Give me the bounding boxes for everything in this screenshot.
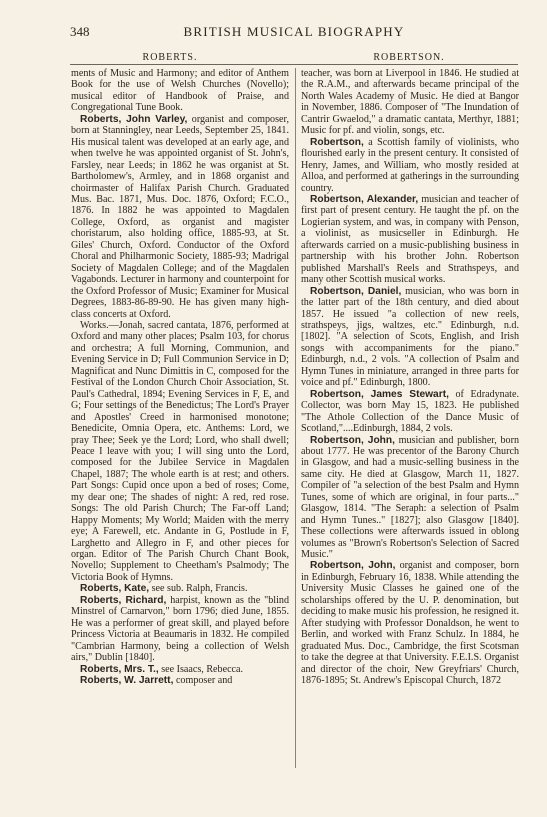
column-divider: [295, 68, 296, 768]
entry-roberts-kate: Roberts, Kate, see sub. Ralph, Francis.: [80, 583, 248, 595]
entry-continuation: teacher, was born at Liverpool in 1846. He studied at the R.A.M., and afterwards became principal of the North Wales Academy of Music. He died at Bangor in November, 1886. Composer of "The Inundation of Cantrir Gwaelod," a dramatic cantata, Merthyr, 1881; Music for pf. and violin, songs, etc.: [301, 68, 519, 137]
entry-roberts-w-jarrett: Roberts, W. Jarrett, composer and: [80, 675, 233, 687]
entry-robertson-family: Robertson, a Scottish family of violinists, who flourished early in the present century. It consisted of Henry, James, and William, who mostly resided at Alloa, and performed at gatherings in the surrounding country.: [301, 136, 519, 194]
running-title: BRITISH MUSICAL BIOGRAPHY: [183, 24, 405, 39]
entry-robertson-alexander: Robertson, Alexander, musician and teacher of first part of present century. He taught the pf. on the Logierian system, and was, in company with Penson, a violinist, as musicseller in Edinburgh. He afterwards carried on a music-publishing business in partnership with his brother John. Robertson published Marshall's Reels and Strathspeys, and many other Scottish musical works.: [301, 193, 520, 286]
entry-robertson-john-organist: Robertson, John, organist and composer, born in Edinburgh, February 16, 1838. While attending the University Music Classes he gained one of the scholarships offered by the U. P. denomination, but deciding to make music his profession, he resigned it. After studying with Professor Donaldson, he went to Berlin, and worked with Franz Schulz. In 1884, he graduated Mus. Doc., Cambridge, the first Scotsman to take the degree at that University. F.E.I.S. Organist and director of the choir, New Greyfriars' Church, 1876-1895; St. Andrew's Episcopal Church, 1872: [301, 560, 519, 687]
entry-robertson-james-stewart: Robertson, James Stewart, of Edradynate. Collector, was born May 15, 1823. He published "The Athole Collection of the Dance Music of Scotland,"....Edinburgh, 1884, 2 vols.: [301, 388, 519, 435]
entry-roberts-richard: Roberts, Richard, harpist, known as the "blind Minstrel of Carnarvon," born 1796; died June, 1855. He was a performer of great skill, and played before Princess Victoria at Beaumaris in 1832. He compiled "Cambrian Harmony, being a collection of Welsh airs," Dublin [1840].: [71, 594, 289, 664]
left-column: [71, 68, 289, 686]
entry-continuation: ments of Music and Harmony; and editor of Anthem Book for the use of Welsh Churches (Novello); musical editor of Handbook of Praise, and Congregational Tune Book.: [71, 68, 289, 114]
page-number: 348: [70, 24, 90, 39]
right-column-head: ROBERTSON.: [373, 52, 445, 63]
page-header: [70, 24, 518, 44]
left-column-head: ROBERTS.: [142, 52, 198, 63]
entry-roberts-mrs-t: Roberts, Mrs. T., see Isaacs, Rebecca.: [80, 663, 244, 675]
entry-robertson-daniel: Robertson, Daniel, musician, who was born in the latter part of the 18th century, and died about 1857. He issued "a collection of new reels, strathspeys, jigs, waltzes, etc." Edinburgh, n.d. [1802]. "A selection of Scots, English, and Irish songs with accompaniments for the piano." Edinburgh, n.d., 2 vols. "A collection of Psalm and Hymn Tunes in miniature, arranged in three parts for voice and pf." Edinburgh, 1800.: [301, 285, 519, 389]
entry-robertson-john-publisher: Robertson, John, musician and publisher, born about 1777. He was precentor of the Barony Church in Glasgow, and had a music-selling business in the same city. He died at Glasgow, March 11, 1827. Compiler of "a selection of the best Psalm and Hymn Tunes, some of which are original, in four parts..." Glasgow, 1814. "The Seraph: a selection of Psalm and Hymn Tunes.." [1827]; also Glasgow [1840]. These collections were afterwards issued in oblong volumes as "Brown's Robertson's Selection of Sacred Music.": [301, 434, 519, 561]
right-column: [301, 68, 519, 686]
header-rule: [70, 64, 518, 65]
entry-works-list: Works.—Jonah, sacred cantata, 1876, performed at Oxford and many other places; Psalm 103, for chorus and orchestra; A full Morning, Communion, and Evening Service in D; Full Communion Service in D; Magnificat and Nunc Dimittis in C, composed for the Festival of the London Church Choir Association, St. Paul's Cathedral, 1894; Evening Services in F, E, and G; Four settings of the Benedictus; The Lord's Prayer and Apostles' Creed in harmonised monotone; Benedicite, Omnia Opera, etc. Anthems: Lord, we pray Thee; Seek ye the Lord; Lord, who shall dwell; Peace I leave with you; I will sing unto the Lord, composed for the Jubilee Service in Magdalen Chapel, 1887; The whole earth is at rest; and others. Part Songs: Cupid once upon a bed of roses; Come, my dear one; The shades of night: A red, red rose. Songs: The old Parish Church; The Far-off Land; Happy Moments; My World; Maiden with the merry eye; A Farewell, etc. Andante in G, Postlude in F, Larghetto and Allegro in F, and other pieces for organ. Editor of The Parish Church Chant Book, Novello; Supplement to Cheetham's Psalmody; The Victoria Book of Hymns.: [71, 319, 289, 583]
entry-roberts-john-varley: Roberts, John Varley, organist and composer, born at Stanningley, near Leeds, September 25, 1841. His musical talent was developed at an early age, and when twelve he was appointed organist of St. John's, Farsley, near Leeds; in 1862 he was organist at St. Bartholomew's, Armley, and in 1868 organist and choirmaster of Halifax Parish Church. Graduated Mus. Bac. 1871, Mus. Doc. 1876, Oxford; F.C.O., 1876. In 1882 he was appointed to Magdalen College, Oxford, as organist and magister choristarum, also holding office, 1885-93, at St. Giles' Church, Oxford. Conductor of the Oxford Choral and Philharmonic Society, 1885-93; Madrigal Society of Magdalen College; and of the Magdalen Vagabonds. Lecturer in harmony and counterpoint for the Oxford Professor of Music; Examiner for Musical Degrees, 1883-86-89-90. He has given many high-class concerts at Oxford.: [71, 113, 289, 320]
